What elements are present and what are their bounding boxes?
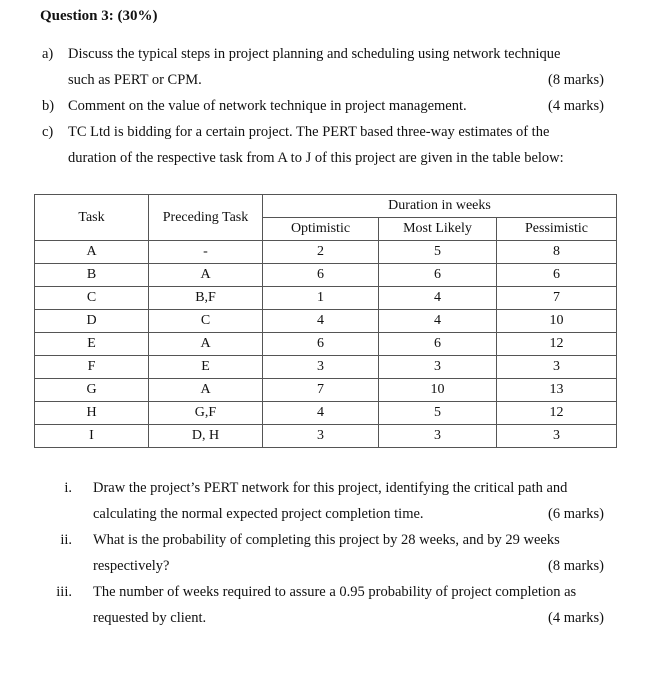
cell-most-likely: 5 <box>379 402 497 425</box>
subpart-ii-label: ii. <box>60 532 72 548</box>
subpart-iii-label: iii. <box>56 584 72 600</box>
cell-preceding: G,F <box>149 402 263 425</box>
cell-preceding: A <box>149 333 263 356</box>
cell-preceding: A <box>149 264 263 287</box>
cell-optimistic: 6 <box>263 333 379 356</box>
cell-optimistic: 1 <box>263 287 379 310</box>
cell-task: I <box>35 425 149 448</box>
cell-most-likely: 6 <box>379 333 497 356</box>
cell-task: C <box>35 287 149 310</box>
header-task: Task <box>35 195 149 241</box>
part-c-label: c) <box>42 124 54 140</box>
cell-optimistic: 2 <box>263 241 379 264</box>
part-c-line1: TC Ltd is bidding for a certain project. The PERT based three-way estimates of the <box>68 124 550 140</box>
header-duration: Duration in weeks <box>263 195 617 218</box>
subpart-ii-line1: What is the probability of completing this project by 28 weeks, and by 29 weeks <box>93 532 560 548</box>
cell-preceding: B,F <box>149 287 263 310</box>
part-a-label: a) <box>42 46 54 62</box>
cell-pessimistic: 12 <box>497 402 617 425</box>
question-title: Question 3: (30%) <box>40 8 158 24</box>
header-pessimistic: Pessimistic <box>497 218 617 241</box>
cell-task: D <box>35 310 149 333</box>
table-row <box>35 310 617 333</box>
cell-task: H <box>35 402 149 425</box>
cell-task: B <box>35 264 149 287</box>
cell-task: G <box>35 379 149 402</box>
cell-pessimistic: 10 <box>497 310 617 333</box>
table-row <box>35 425 617 448</box>
header-preceding-task: Preceding Task <box>149 195 263 241</box>
cell-pessimistic: 3 <box>497 356 617 379</box>
subpart-ii-line2: respectively? <box>93 558 170 574</box>
cell-task: A <box>35 241 149 264</box>
cell-optimistic: 3 <box>263 425 379 448</box>
part-a-line2: such as PERT or CPM. <box>68 72 202 88</box>
table-row <box>35 241 617 264</box>
header-most-likely: Most Likely <box>379 218 497 241</box>
subpart-iii-marks: (4 marks) <box>548 610 604 626</box>
cell-most-likely: 4 <box>379 287 497 310</box>
part-a-line1: Discuss the typical steps in project planning and scheduling using network technique <box>68 46 561 62</box>
subpart-i-line2: calculating the normal expected project completion time. <box>93 506 424 522</box>
cell-pessimistic: 13 <box>497 379 617 402</box>
cell-optimistic: 7 <box>263 379 379 402</box>
table-row <box>35 333 617 356</box>
subpart-iii-line1: The number of weeks required to assure a 0.95 probability of project completion as <box>93 584 577 600</box>
cell-most-likely: 3 <box>379 356 497 379</box>
cell-pessimistic: 3 <box>497 425 617 448</box>
subpart-iii-line2: requested by client. <box>93 610 207 626</box>
subpart-i-line1: Draw the project’s PERT network for this project, identifying the critical path and <box>93 480 568 496</box>
cell-most-likely: 5 <box>379 241 497 264</box>
cell-most-likely: 6 <box>379 264 497 287</box>
cell-most-likely: 10 <box>379 379 497 402</box>
cell-pessimistic: 7 <box>497 287 617 310</box>
cell-preceding: D, H <box>149 425 263 448</box>
cell-pessimistic: 8 <box>497 241 617 264</box>
cell-preceding: A <box>149 379 263 402</box>
pert-estimates-table <box>34 194 617 448</box>
table-row <box>35 287 617 310</box>
cell-task: F <box>35 356 149 379</box>
cell-preceding: C <box>149 310 263 333</box>
table-row <box>35 379 617 402</box>
table-row <box>35 402 617 425</box>
subpart-ii-marks: (8 marks) <box>548 558 604 574</box>
cell-pessimistic: 12 <box>497 333 617 356</box>
cell-most-likely: 3 <box>379 425 497 448</box>
cell-pessimistic: 6 <box>497 264 617 287</box>
cell-preceding: - <box>149 241 263 264</box>
subpart-i-marks: (6 marks) <box>548 506 604 522</box>
part-b-text: Comment on the value of network technique in project management. <box>68 98 467 114</box>
cell-task: E <box>35 333 149 356</box>
header-optimistic: Optimistic <box>263 218 379 241</box>
table-row <box>35 356 617 379</box>
cell-optimistic: 3 <box>263 356 379 379</box>
cell-most-likely: 4 <box>379 310 497 333</box>
cell-optimistic: 4 <box>263 402 379 425</box>
cell-preceding: E <box>149 356 263 379</box>
part-b-marks: (4 marks) <box>548 98 604 114</box>
cell-optimistic: 4 <box>263 310 379 333</box>
subpart-i-label: i. <box>64 480 72 496</box>
table-row <box>35 264 617 287</box>
part-c-line2: duration of the respective task from A to J of this project are given in the table below: <box>68 150 564 166</box>
part-b-label: b) <box>42 98 55 114</box>
part-a-marks: (8 marks) <box>548 72 604 88</box>
cell-optimistic: 6 <box>263 264 379 287</box>
